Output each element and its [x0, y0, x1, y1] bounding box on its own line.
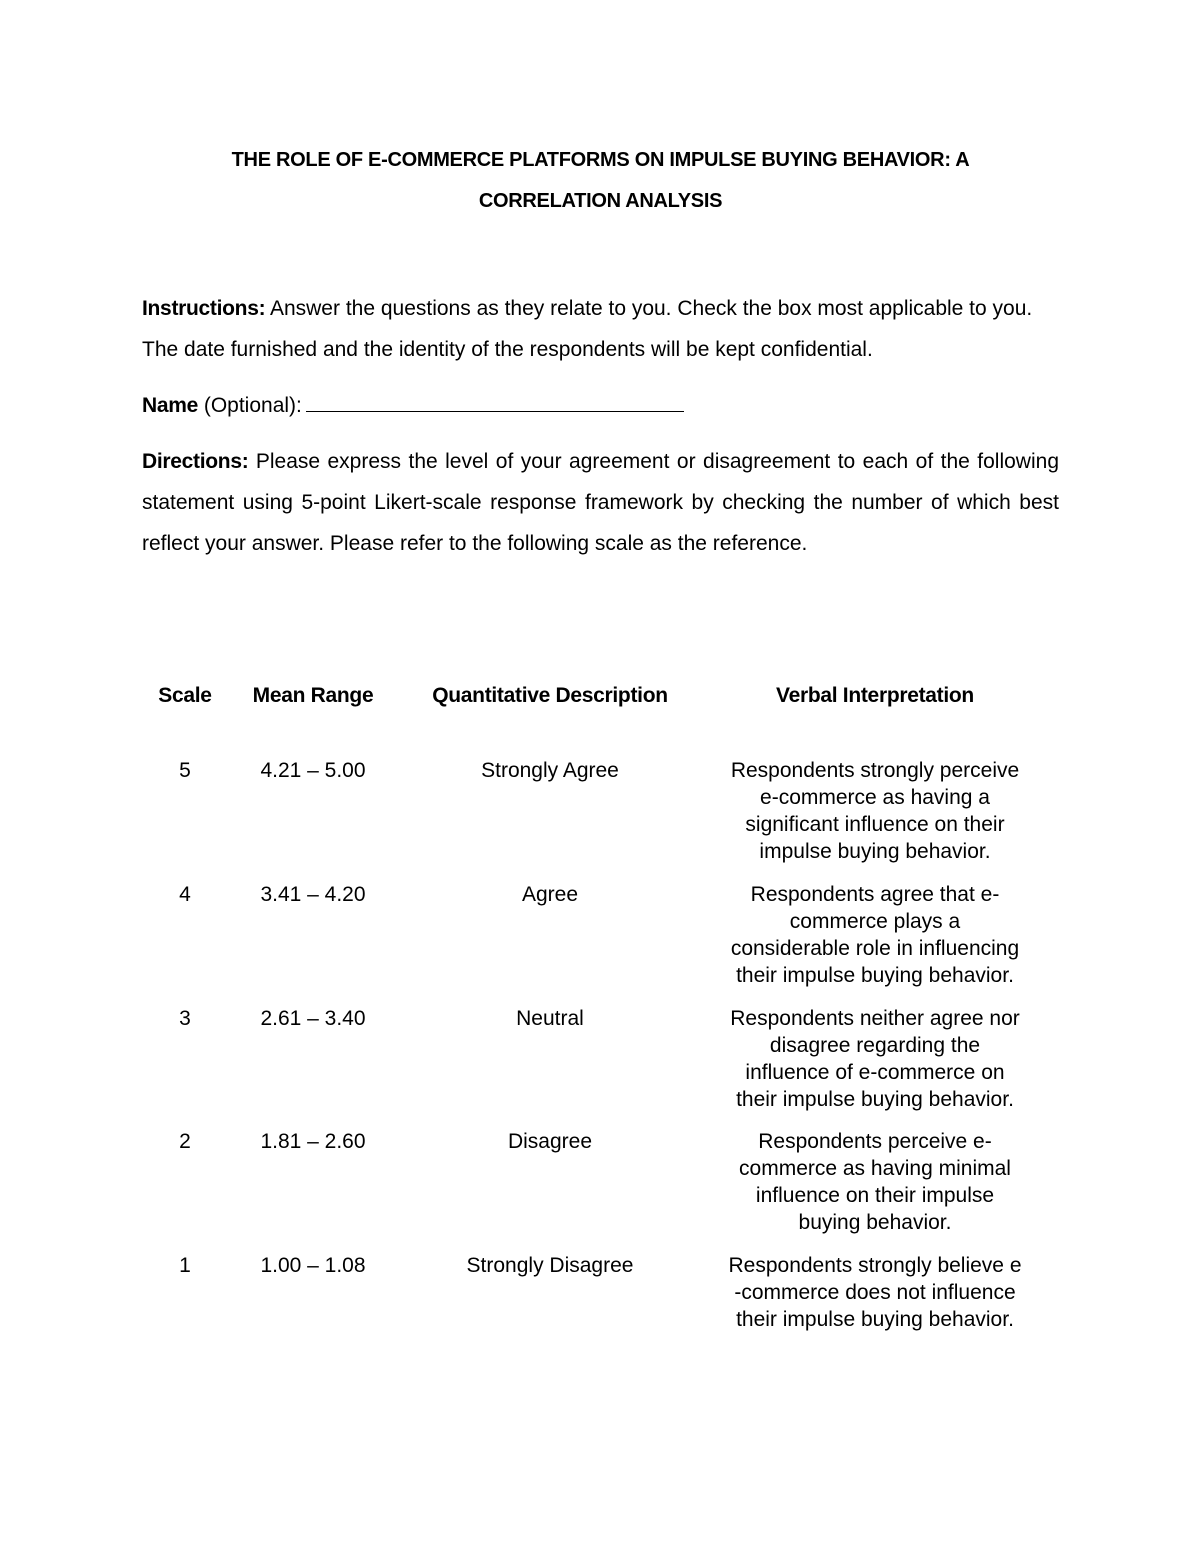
row-mean-range: 2.61 – 3.40 — [260, 1007, 366, 1030]
header-verbal-interpretation: Verbal Interpretation — [776, 684, 974, 707]
row-interpretation — [710, 881, 1040, 989]
interpretation-line: impulse buying behavior. — [759, 840, 991, 863]
interpretation-line: Respondents neither agree nor — [730, 1007, 1020, 1030]
name-label: Name — [142, 394, 198, 417]
row-scale: 2 — [179, 1130, 191, 1153]
row-mean-range: 3.41 – 4.20 — [260, 883, 366, 906]
interpretation-line: commerce as having minimal — [739, 1157, 1011, 1180]
row-description: Neutral — [516, 1007, 584, 1030]
row-description: Strongly Disagree — [466, 1254, 634, 1277]
row-description: Agree — [521, 883, 579, 906]
name-line — [142, 385, 1059, 426]
row-mean-range: 1.81 – 2.60 — [260, 1130, 366, 1153]
title-line-1: THE ROLE OF E-COMMERCE PLATFORMS ON IMPULSE BUYING BEHAVIOR: A — [231, 149, 970, 171]
interpretation-line: Respondents perceive e- — [758, 1130, 992, 1153]
row-description: Strongly Agree — [481, 759, 619, 782]
interpretation-line: considerable role in influencing — [730, 937, 1020, 960]
interpretation-line: their impulse buying behavior. — [736, 1308, 1014, 1331]
interpretation-line: buying behavior. — [798, 1211, 952, 1234]
header-mean-range: Mean Range — [252, 684, 374, 707]
interpretation-line: influence on their impulse — [755, 1184, 995, 1207]
directions-text: Please express the level of your agreement or disagreement to each of the following statement using 5-point Likert-scale response framework by checking the number of which best reflect your answer. Please refer to the following scale as the reference. — [142, 450, 1059, 555]
instructions-label: Instructions: — [142, 297, 266, 320]
directions-label: Directions: — [142, 450, 249, 473]
name-suffix: (Optional): — [198, 394, 302, 417]
row-scale: 1 — [179, 1254, 191, 1277]
interpretation-line: Respondents strongly believe e — [728, 1254, 1022, 1277]
row-scale: 5 — [179, 759, 191, 782]
directions-paragraph — [142, 441, 1059, 564]
row-description: Disagree — [507, 1130, 593, 1153]
interpretation-line: significant influence on their — [745, 813, 1005, 836]
row-mean-range: 1.00 – 1.08 — [260, 1254, 366, 1277]
interpretation-line: Respondents strongly perceive — [730, 759, 1020, 782]
row-interpretation — [710, 757, 1040, 865]
interpretation-line: commerce plays a — [789, 910, 961, 933]
row-interpretation — [710, 1252, 1040, 1333]
interpretation-line: influence of e-commerce on — [745, 1061, 1005, 1084]
instructions-text: Answer the questions as they relate to you. Check the box most applicable to you. The date furnished and the identity of the respondents will be kept confidential. — [142, 297, 1033, 361]
row-scale: 3 — [179, 1007, 191, 1030]
name-blank-line — [306, 389, 684, 412]
interpretation-line: disagree regarding the — [769, 1034, 981, 1057]
row-interpretation — [710, 1128, 1040, 1236]
row-mean-range: 4.21 – 5.00 — [260, 759, 366, 782]
interpretation-line: Respondents agree that e- — [750, 883, 1000, 906]
row-scale: 4 — [179, 883, 191, 906]
document-title — [142, 140, 1059, 222]
interpretation-line: -commerce does not influence — [734, 1281, 1016, 1304]
row-interpretation — [710, 1005, 1040, 1113]
header-quantitative-description: Quantitative Description — [432, 684, 668, 707]
title-line-2: CORRELATION ANALYSIS — [478, 190, 723, 212]
interpretation-line: e-commerce as having a — [760, 786, 990, 809]
instructions-paragraph — [142, 288, 1059, 370]
header-scale: Scale — [158, 684, 212, 707]
interpretation-line: their impulse buying behavior. — [736, 964, 1014, 987]
interpretation-line: their impulse buying behavior. — [736, 1088, 1014, 1111]
